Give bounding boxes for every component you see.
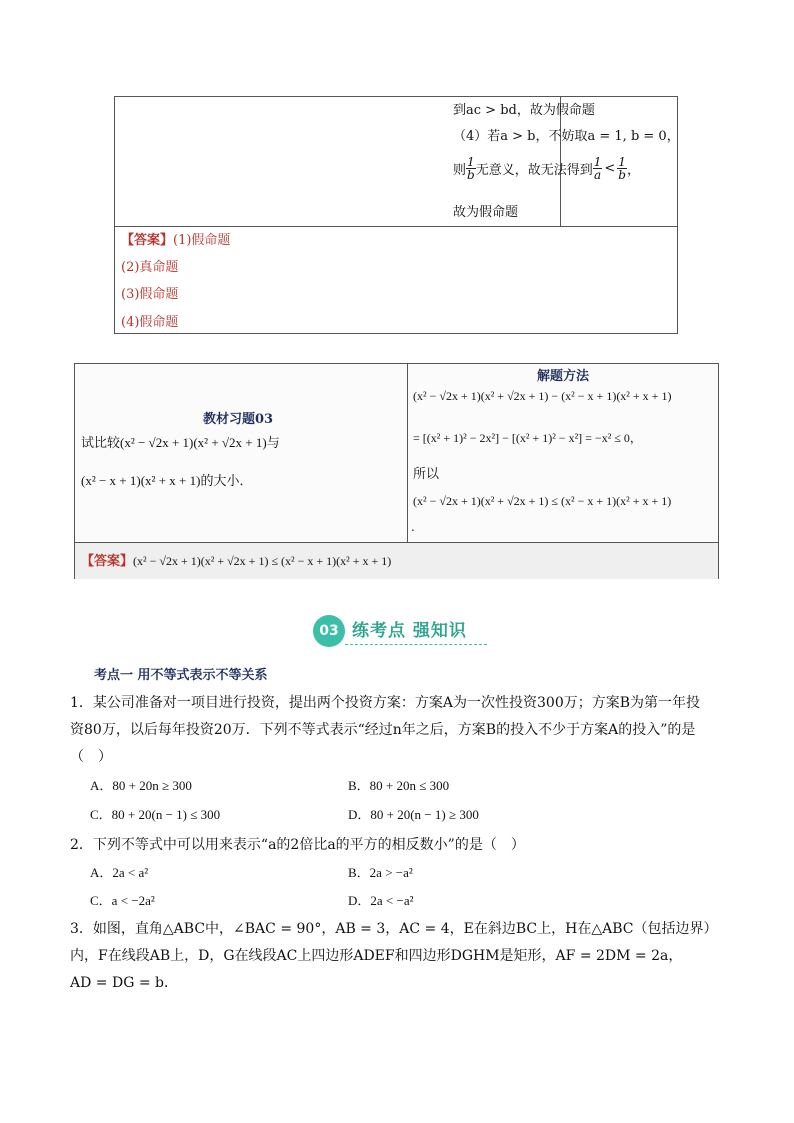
method-line: = [(x² + 1)² − 2x²] − [(x² + 1)² − x²] = −x² ≤ 0，: [413, 431, 642, 445]
answer-line: [81, 550, 391, 569]
answer-expression: (x² − √2x + 1)(x² + √2x + 1) ≤ (x² − x + 1)(x² + x + 1): [133, 554, 392, 568]
fraction-1-over-b: [466, 156, 476, 181]
option-d: D．2a < −a²: [348, 893, 414, 908]
method-title: 解题方法: [537, 369, 590, 384]
solution-table-1: [114, 96, 678, 334]
text: 则: [453, 162, 467, 178]
answer-line: [121, 229, 230, 248]
numerator: 1: [618, 154, 626, 169]
section-title: 练考点 强知识: [352, 621, 467, 641]
answer-tag: 【答案】: [121, 233, 174, 248]
less-than-sign: <: [604, 160, 616, 176]
section-number-badge: 03: [313, 615, 345, 647]
option-a: A．2a < a²: [90, 865, 149, 880]
answer-tag: 【答案】: [81, 553, 134, 568]
question-text: 资80万，以后每年投资20万．下列不等式表示“经过n年之后，方案B的投入不少于方案A的投入”的是: [70, 722, 696, 738]
solution-line: （4）若a > b，不妨取a = 1, b = 0，: [453, 129, 680, 144]
question-text: AD = DG = b．: [70, 975, 178, 991]
denominator: a: [593, 167, 602, 182]
answer-item: (4)假命题: [121, 315, 179, 330]
answer-item: (2)真命题: [121, 260, 179, 275]
question-text: 2．下列不等式中可以用来表示“a的2倍比a的平方的相反数小”的是（ ）: [70, 837, 525, 853]
denominator: b: [618, 167, 626, 182]
method-line: (x² − √2x + 1)(x² + √2x + 1) ≤ (x² − x + 1)(x² + x + 1): [413, 494, 672, 508]
option-c: C．a < −2a²: [90, 893, 155, 908]
exercise-question-line: (x² − x + 1)(x² + x + 1)的大小．: [81, 473, 253, 488]
denominator: b: [467, 167, 475, 182]
section-title-underline: [345, 644, 487, 645]
numerator: 1: [593, 154, 602, 169]
exercise-question-line: 试比较(x² − √2x + 1)(x² + √2x + 1)与: [81, 435, 280, 450]
option-c: C．80 + 20(n − 1) ≤ 300: [90, 807, 221, 822]
method-line: .: [411, 520, 415, 534]
solution-line: 到ac > bd，故为假命题: [453, 103, 595, 118]
question-text: （ ）: [70, 749, 112, 765]
answer-item: (1)假命题: [173, 233, 231, 248]
fraction-1-over-b: [617, 156, 627, 181]
knowledge-point-title: 考点一 用不等式表示不等关系: [94, 668, 268, 683]
question-text: 1．某公司准备对一项目进行投资，提出两个投资方案：方案A为一次性投资300万；方案B为第一年投: [70, 695, 701, 711]
answer-item: (3)假命题: [121, 287, 179, 302]
option-b: B．2a > −a²: [348, 865, 413, 880]
table-divider: [407, 364, 408, 542]
text: 无意义，故无法得到: [475, 162, 593, 178]
solution-line: 故为假命题: [453, 205, 519, 220]
method-line: 所以: [413, 467, 440, 482]
solution-line-fractions: [453, 153, 640, 183]
table-divider: [115, 226, 677, 227]
fraction-1-over-a: [593, 156, 603, 181]
question-text: 内，F在线段AB上，D，G在线段AC上四边形ADEF和四边形DGHM是矩形，AF = 2DM = 2a，: [70, 948, 683, 964]
option-a: A．80 + 20n ≥ 300: [90, 778, 192, 793]
method-line: (x² − √2x + 1)(x² + √2x + 1) − (x² − x + 1)(x² + x + 1): [413, 389, 672, 403]
question-text: 3．如图，直角△ABC中，∠BAC = 90°，AB = 3，AC = 4，E在斜边BC上，H在△ABC（包括边界）: [70, 921, 718, 937]
table-divider: [75, 542, 718, 543]
option-b: B．80 + 20n ≤ 300: [348, 778, 450, 793]
numerator: 1: [467, 154, 475, 169]
option-d: D．80 + 20(n − 1) ≥ 300: [348, 807, 479, 822]
solution-table-2: [74, 363, 719, 579]
exercise-title: 教材习题03: [203, 412, 274, 427]
text: ，: [626, 162, 640, 178]
